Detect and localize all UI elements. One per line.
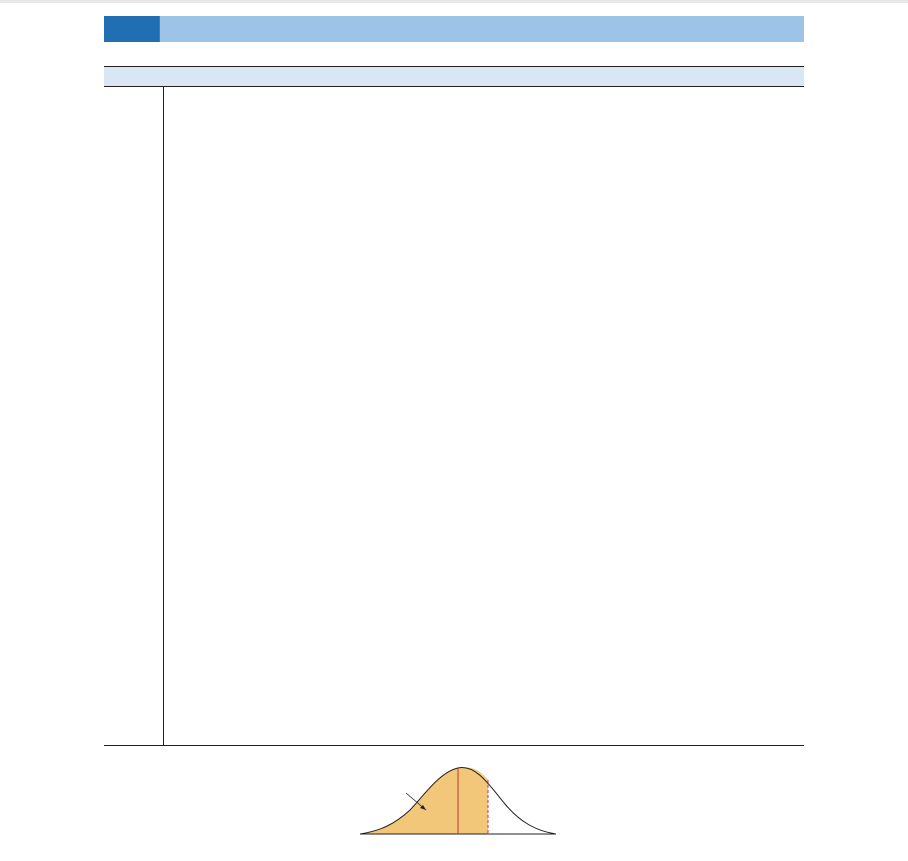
table-row — [104, 110, 804, 128]
table-row — [104, 531, 804, 549]
row-group — [104, 568, 804, 604]
table-row — [104, 385, 804, 403]
table-row — [104, 147, 804, 165]
table-row — [104, 678, 804, 696]
table-row — [104, 586, 804, 604]
row-group — [104, 92, 804, 128]
table-row — [104, 439, 804, 457]
table-row — [104, 604, 804, 622]
table-row — [104, 622, 804, 640]
row-group — [104, 312, 804, 348]
row-group — [104, 238, 804, 274]
table-row — [104, 275, 804, 293]
table-row — [104, 238, 804, 256]
row-group — [104, 458, 804, 494]
row-group — [104, 641, 804, 677]
row-group — [104, 129, 804, 165]
row-group — [104, 421, 804, 457]
table-tag — [104, 16, 160, 42]
row-group — [104, 165, 804, 201]
table-row — [104, 202, 804, 220]
top-rule — [0, 0, 908, 3]
column-header-row — [104, 66, 804, 87]
table-row — [104, 476, 804, 494]
table-row — [104, 641, 804, 659]
table-row — [104, 330, 804, 348]
table-row — [104, 312, 804, 330]
table-row — [104, 495, 804, 513]
row-group — [104, 202, 804, 238]
table-row — [104, 696, 804, 714]
table-row — [104, 256, 804, 274]
row-group — [104, 385, 804, 421]
normal-curve-figure — [360, 766, 560, 856]
table-row — [104, 348, 804, 366]
shaded-area — [360, 767, 488, 834]
table-row — [104, 183, 804, 201]
table-row — [104, 366, 804, 384]
row-group — [104, 531, 804, 567]
table-row — [104, 568, 804, 586]
table-row — [104, 659, 804, 677]
table-row — [104, 220, 804, 238]
table-row — [104, 421, 804, 439]
table-bottom-rule — [104, 745, 804, 746]
row-group — [104, 348, 804, 384]
table-header-band — [104, 16, 804, 42]
table-row — [104, 129, 804, 147]
table-row — [104, 165, 804, 183]
table-row — [104, 403, 804, 421]
table-row — [104, 513, 804, 531]
row-group — [104, 275, 804, 311]
row-group — [104, 495, 804, 531]
table-row — [104, 92, 804, 110]
table-row — [104, 458, 804, 476]
row-group — [104, 678, 804, 714]
z-column-divider — [163, 87, 164, 746]
table-row — [104, 549, 804, 567]
table-row — [104, 293, 804, 311]
row-group — [104, 604, 804, 640]
